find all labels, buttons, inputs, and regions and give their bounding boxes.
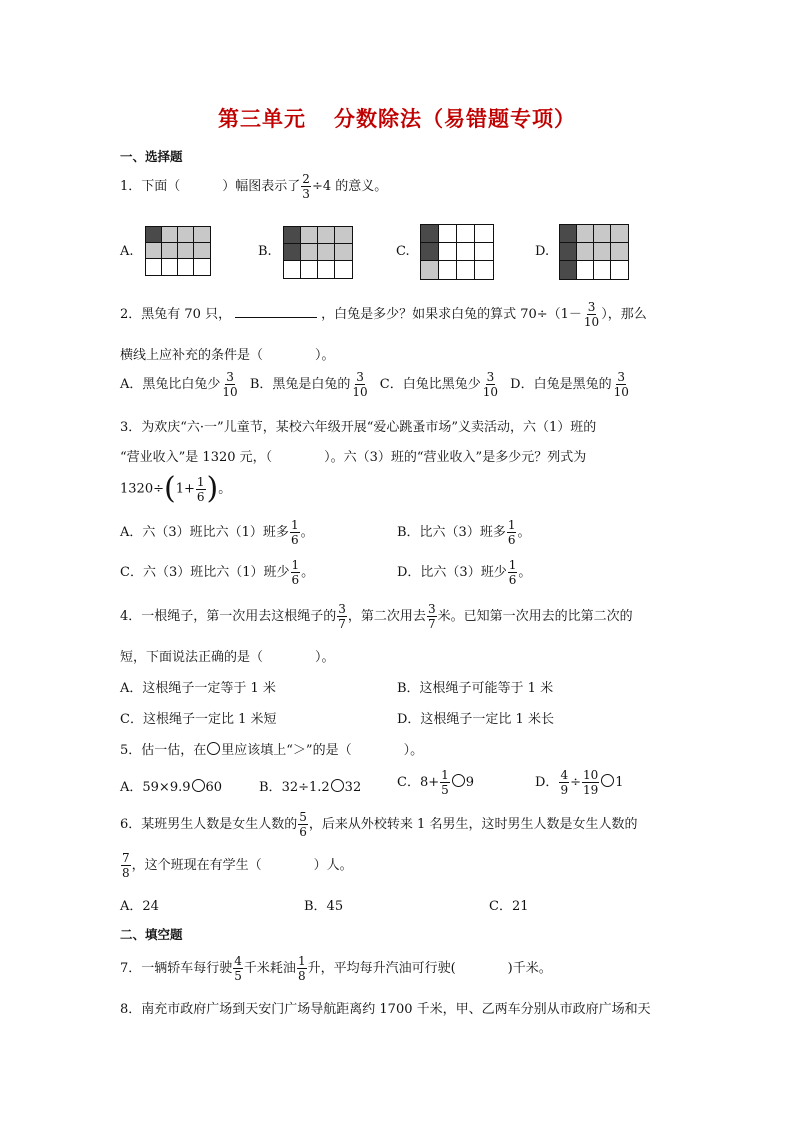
grid-cell: [439, 225, 457, 243]
grid-cell: [284, 227, 301, 244]
q1-option-d-figure: [559, 224, 629, 280]
grid-cell: [611, 243, 628, 261]
title-topic: 分数除法（易错题专项）: [334, 107, 576, 131]
grid-cell: [577, 261, 594, 279]
q1-text-2: ）幅图表示了: [222, 179, 301, 194]
grid-cell: [475, 243, 493, 261]
grid-cell: [301, 244, 318, 261]
grid-cell: [594, 261, 611, 279]
q3-expression: 1320÷(1+ $\frac{1}{6}$ )。: [120, 471, 232, 506]
grid-cell: [194, 227, 210, 243]
q5-option-a: A．59×9.9 60: [120, 780, 223, 795]
grid-cell: [162, 243, 178, 259]
q3-option-a: A．六（3）班比六（1）班多 $\frac{1}{6}$ 。: [120, 518, 314, 547]
question-5: 5．估一估，在 里应该填上“＞”的是（ ）。: [120, 743, 424, 758]
q6-option-a: A．24: [120, 899, 159, 914]
grid-cell: [457, 225, 475, 243]
grid-cell: [560, 243, 577, 261]
question-2: 2．黑兔有 70 只， ，白兔是多少？如果求白兔的算式 70÷（1－ $\frac{3}{10}$ ），那么: [120, 300, 647, 329]
q2-option-d: D．白兔是黑兔的 $\frac{3}{10}$: [510, 370, 629, 399]
grid-cell: [318, 244, 335, 261]
grid-cell: [162, 227, 178, 243]
question-4-line-2: 短，下面说法正确的是（ ）。: [120, 650, 335, 665]
q6-option-c: C．21: [489, 899, 529, 914]
grid-cell: [594, 225, 611, 243]
q4-option-c: C．这根绳子一定比 1 米短: [120, 712, 277, 727]
grid-cell: [318, 261, 335, 278]
q2-fraction: $\frac{3}{10}$: [583, 300, 600, 329]
grid-cell: [146, 227, 162, 243]
q2-options: [120, 370, 631, 399]
q1-option-a-figure: [145, 226, 211, 276]
q3-option-d: D．比六（3）班少 $\frac{1}{6}$ 。: [397, 558, 532, 587]
grid-cell: [439, 261, 457, 279]
grid-cell: [421, 225, 439, 243]
q1-option-a-label: A.: [120, 244, 134, 259]
q3-option-c: C．六（3）班比六（1）班少 $\frac{1}{6}$ 。: [120, 558, 315, 587]
grid-cell: [611, 261, 628, 279]
circle-blank-icon: [207, 742, 220, 755]
grid-cell: [560, 225, 577, 243]
grid-cell: [457, 261, 475, 279]
q1-fraction: $\frac{2}{3}$: [302, 172, 310, 201]
q1-option-c-figure: [420, 224, 494, 280]
grid-cell: [318, 227, 335, 244]
circle-blank-icon: [331, 779, 344, 792]
grid-cell: [178, 227, 194, 243]
q1-option-b-label: B.: [258, 244, 272, 259]
q5-option-b: B．32÷1.2 32: [259, 780, 362, 795]
q5-option-c: C．8+ $\frac{1}{5}$ 9: [397, 768, 475, 797]
grid-cell: [284, 261, 301, 278]
q1-text: 1．下面（: [120, 179, 181, 194]
grid-cell: [475, 225, 493, 243]
circle-blank-icon: [192, 779, 205, 792]
q1-option-d-label: D.: [535, 244, 550, 259]
grid-cell: [178, 243, 194, 259]
grid-cell: [146, 243, 162, 259]
q1-option-c-label: C.: [396, 244, 410, 259]
q2-option-c: C．白兔比黑兔少 $\frac{3}{10}$: [379, 370, 499, 399]
grid-cell: [335, 244, 352, 261]
grid-cell: [577, 243, 594, 261]
grid-cell: [335, 227, 352, 244]
q6-option-b: B．45: [304, 899, 344, 914]
grid-cell: [475, 261, 493, 279]
circle-blank-icon: [452, 774, 465, 787]
page-title: [0, 103, 794, 133]
grid-cell: [577, 225, 594, 243]
grid-cell: [194, 259, 210, 275]
grid-cell: [439, 243, 457, 261]
question-4: 4．一根绳子，第一次用去这根绳子的 $\frac{3}{7}$ ，第二次用去 $\frac{3}{7}$ 米。已知第一次用去的比第二次的: [120, 602, 633, 631]
q3-option-b: B．比六（3）班多 $\frac{1}{6}$ 。: [397, 518, 531, 547]
title-unit: 第三单元: [218, 107, 306, 131]
question-8: 8．南充市政府广场到天安门广场导航距离约 1700 千米，甲、乙两车分别从市政府广场和天: [120, 1002, 651, 1017]
question-1: [120, 172, 387, 201]
section-heading-choice: 一、选择题: [120, 149, 183, 164]
grid-cell: [611, 225, 628, 243]
grid-cell: [594, 243, 611, 261]
grid-cell: [146, 259, 162, 275]
grid-cell: [301, 261, 318, 278]
q4-option-b: B．这根绳子可能等于 1 米: [397, 681, 554, 696]
grid-cell: [335, 261, 352, 278]
question-6: 6．某班男生人数是女生人数的 $\frac{5}{6}$ ，后来从外校转来 1 名男生，这时男生人数是女生人数的: [120, 810, 638, 839]
grid-cell: [301, 227, 318, 244]
grid-cell: [194, 243, 210, 259]
grid-cell: [284, 244, 301, 261]
q1-text-3: ÷4 的意义。: [311, 179, 388, 194]
question-2-line-2: 横线上应补充的条件是（ ）。: [120, 348, 335, 363]
q4-option-a: A．这根绳子一定等于 1 米: [120, 681, 276, 696]
grid-cell: [421, 243, 439, 261]
q1-option-b-figure: [283, 226, 353, 279]
grid-cell: [560, 261, 577, 279]
circle-blank-icon: [601, 774, 614, 787]
q4-option-d: D．这根绳子一定比 1 米长: [397, 712, 554, 727]
grid-cell: [421, 261, 439, 279]
q2-answer-line: [235, 305, 317, 318]
grid-cell: [178, 259, 194, 275]
question-6-line-2: $\frac{7}{8}$ ，这个班现在有学生（ ）人。: [122, 851, 353, 880]
q5-option-d: D． $\frac{4}{9}$ ÷ $\frac{10}{19}$ 1: [535, 768, 624, 797]
question-7: 7．一辆轿车每行驶 $\frac{4}{5}$ 千米耗油 $\frac{1}{8}$ 升，平均每升汽油可行驶( )千米。: [120, 954, 552, 983]
question-3-line-2: “营业收入”是 1320 元，（ ）。六（3）班的“营业收入”是多少元？列式为: [120, 450, 587, 465]
section-heading-fill: 二、填空题: [120, 927, 183, 942]
q2-option-b: B．黑兔是白兔的 $\frac{3}{10}$: [249, 370, 368, 399]
grid-cell: [457, 243, 475, 261]
q2-option-a: A．黑兔比白兔少 $\frac{3}{10}$: [120, 370, 238, 399]
question-3: 3．为欢庆“六·一”儿童节，某校六年级开展“爱心跳蚤市场”义卖活动，六（1）班的: [120, 420, 597, 435]
grid-cell: [162, 259, 178, 275]
